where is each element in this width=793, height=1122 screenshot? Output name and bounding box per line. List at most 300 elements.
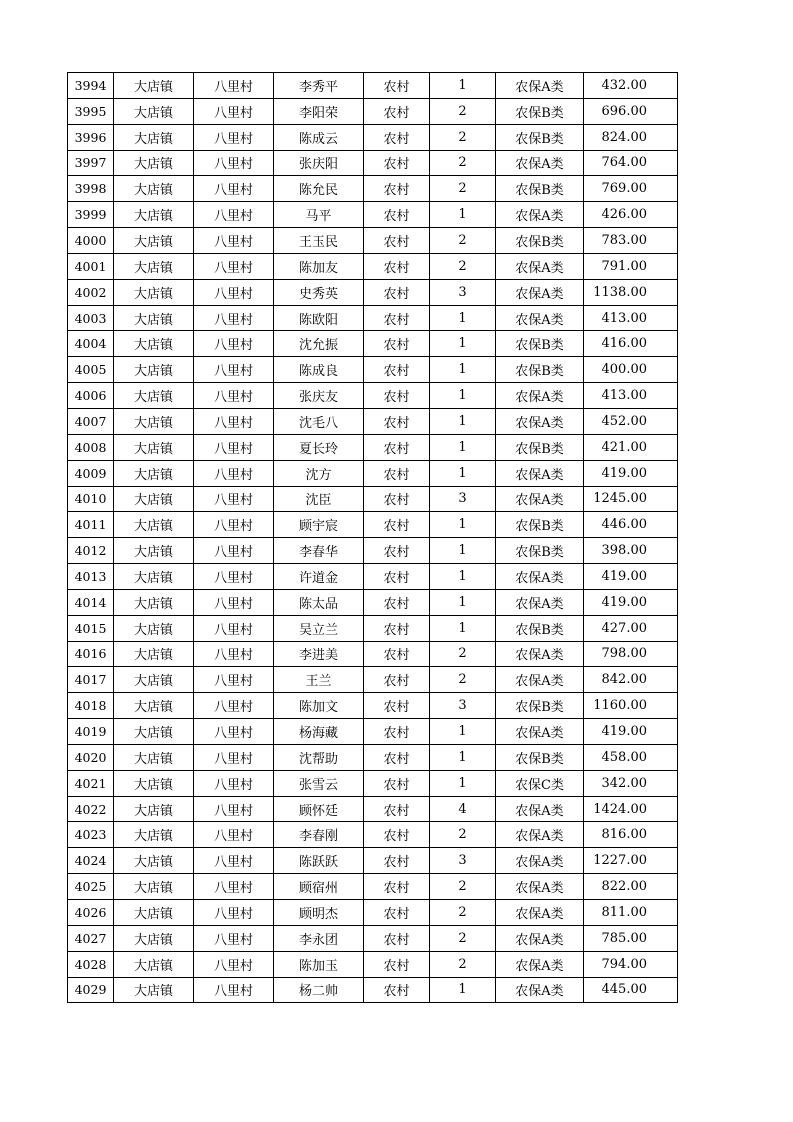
seq-cell: 4019 [68,719,114,745]
category-cell: 农保A类 [496,874,584,900]
town-cell: 大店镇 [114,693,194,719]
category-cell: 农保A类 [496,796,584,822]
amount-cell: 764.00 [584,150,678,176]
persons-cell: 2 [430,951,496,977]
village-cell: 八里村 [194,538,274,564]
town-cell: 大店镇 [114,460,194,486]
town-cell: 大店镇 [114,512,194,538]
table-row [68,176,678,202]
name-cell: 吴立兰 [274,615,364,641]
household-type-cell: 农村 [364,73,430,99]
category-cell: 农保B类 [496,744,584,770]
seq-cell: 4026 [68,900,114,926]
table-row [68,305,678,331]
household-type-cell: 农村 [364,202,430,228]
persons-cell: 1 [430,73,496,99]
town-cell: 大店镇 [114,486,194,512]
seq-cell: 3997 [68,150,114,176]
persons-cell: 1 [430,434,496,460]
village-cell: 八里村 [194,822,274,848]
persons-cell: 2 [430,667,496,693]
persons-cell: 2 [430,98,496,124]
household-type-cell: 农村 [364,564,430,590]
name-cell: 陈加玉 [274,951,364,977]
table-row [68,951,678,977]
name-cell: 马平 [274,202,364,228]
village-cell: 八里村 [194,176,274,202]
seq-cell: 4007 [68,408,114,434]
town-cell: 大店镇 [114,150,194,176]
household-type-cell: 农村 [364,228,430,254]
village-cell: 八里村 [194,383,274,409]
amount-cell: 342.00 [584,770,678,796]
name-cell: 杨海藏 [274,719,364,745]
name-cell: 张庆友 [274,383,364,409]
persons-cell: 2 [430,228,496,254]
household-type-cell: 农村 [364,719,430,745]
town-cell: 大店镇 [114,874,194,900]
town-cell: 大店镇 [114,176,194,202]
household-type-cell: 农村 [364,770,430,796]
category-cell: 农保A类 [496,383,584,409]
household-type-cell: 农村 [364,615,430,641]
household-type-cell: 农村 [364,434,430,460]
table-row [68,667,678,693]
household-type-cell: 农村 [364,900,430,926]
table-body [68,73,678,1003]
persons-cell: 1 [430,719,496,745]
amount-cell: 769.00 [584,176,678,202]
table-row [68,641,678,667]
persons-cell: 2 [430,822,496,848]
household-type-cell: 农村 [364,253,430,279]
village-cell: 八里村 [194,564,274,590]
village-cell: 八里村 [194,124,274,150]
seq-cell: 4024 [68,848,114,874]
town-cell: 大店镇 [114,383,194,409]
name-cell: 沈允振 [274,331,364,357]
household-type-cell: 农村 [364,150,430,176]
persons-cell: 1 [430,383,496,409]
name-cell: 王玉民 [274,228,364,254]
town-cell: 大店镇 [114,667,194,693]
town-cell: 大店镇 [114,228,194,254]
household-type-cell: 农村 [364,98,430,124]
table-row [68,589,678,615]
persons-cell: 1 [430,538,496,564]
household-type-cell: 农村 [364,667,430,693]
village-cell: 八里村 [194,900,274,926]
village-cell: 八里村 [194,331,274,357]
table-row [68,719,678,745]
seq-cell: 4009 [68,460,114,486]
household-type-cell: 农村 [364,512,430,538]
household-type-cell: 农村 [364,486,430,512]
category-cell: 农保B类 [496,176,584,202]
seq-cell: 4004 [68,331,114,357]
amount-cell: 1424.00 [584,796,678,822]
category-cell: 农保C类 [496,770,584,796]
town-cell: 大店镇 [114,408,194,434]
amount-cell: 426.00 [584,202,678,228]
household-type-cell: 农村 [364,408,430,434]
village-cell: 八里村 [194,98,274,124]
persons-cell: 4 [430,796,496,822]
town-cell: 大店镇 [114,253,194,279]
amount-cell: 696.00 [584,98,678,124]
seq-cell: 3994 [68,73,114,99]
name-cell: 陈加文 [274,693,364,719]
persons-cell: 2 [430,641,496,667]
town-cell: 大店镇 [114,744,194,770]
amount-cell: 427.00 [584,615,678,641]
seq-cell: 4003 [68,305,114,331]
category-cell: 农保A类 [496,202,584,228]
category-cell: 农保A类 [496,822,584,848]
seq-cell: 3999 [68,202,114,228]
household-type-cell: 农村 [364,383,430,409]
table-row [68,796,678,822]
seq-cell: 4015 [68,615,114,641]
name-cell: 陈太品 [274,589,364,615]
category-cell: 农保B类 [496,434,584,460]
table-row [68,693,678,719]
category-cell: 农保A类 [496,719,584,745]
persons-cell: 3 [430,279,496,305]
category-cell: 农保B类 [496,357,584,383]
category-cell: 农保B类 [496,512,584,538]
name-cell: 许道金 [274,564,364,590]
name-cell: 史秀英 [274,279,364,305]
village-cell: 八里村 [194,202,274,228]
name-cell: 陈跃跃 [274,848,364,874]
category-cell: 农保B类 [496,615,584,641]
village-cell: 八里村 [194,667,274,693]
seq-cell: 4006 [68,383,114,409]
name-cell: 沈帮助 [274,744,364,770]
amount-cell: 816.00 [584,822,678,848]
persons-cell: 2 [430,150,496,176]
seq-cell: 4017 [68,667,114,693]
name-cell: 陈成云 [274,124,364,150]
seq-cell: 3996 [68,124,114,150]
table-row [68,434,678,460]
seq-cell: 3995 [68,98,114,124]
village-cell: 八里村 [194,73,274,99]
village-cell: 八里村 [194,770,274,796]
household-type-cell: 农村 [364,176,430,202]
town-cell: 大店镇 [114,73,194,99]
household-type-cell: 农村 [364,693,430,719]
village-cell: 八里村 [194,641,274,667]
seq-cell: 4005 [68,357,114,383]
name-cell: 顾明杰 [274,900,364,926]
household-type-cell: 农村 [364,279,430,305]
amount-cell: 419.00 [584,719,678,745]
household-type-cell: 农村 [364,874,430,900]
category-cell: 农保B类 [496,228,584,254]
seq-cell: 4027 [68,925,114,951]
amount-cell: 446.00 [584,512,678,538]
category-cell: 农保B类 [496,98,584,124]
table-row [68,848,678,874]
category-cell: 农保B类 [496,331,584,357]
relief-roster-table [67,72,678,1003]
name-cell: 沈毛八 [274,408,364,434]
category-cell: 农保A类 [496,925,584,951]
seq-cell: 4028 [68,951,114,977]
town-cell: 大店镇 [114,951,194,977]
table-row [68,900,678,926]
table-row [68,202,678,228]
amount-cell: 798.00 [584,641,678,667]
town-cell: 大店镇 [114,641,194,667]
category-cell: 农保A类 [496,460,584,486]
town-cell: 大店镇 [114,331,194,357]
name-cell: 沈方 [274,460,364,486]
seq-cell: 4010 [68,486,114,512]
amount-cell: 1245.00 [584,486,678,512]
persons-cell: 1 [430,460,496,486]
amount-cell: 1227.00 [584,848,678,874]
household-type-cell: 农村 [364,744,430,770]
amount-cell: 445.00 [584,977,678,1003]
persons-cell: 1 [430,512,496,538]
village-cell: 八里村 [194,589,274,615]
seq-cell: 4011 [68,512,114,538]
persons-cell: 1 [430,357,496,383]
table-row [68,925,678,951]
town-cell: 大店镇 [114,925,194,951]
town-cell: 大店镇 [114,977,194,1003]
table-row [68,615,678,641]
household-type-cell: 农村 [364,124,430,150]
persons-cell: 2 [430,925,496,951]
amount-cell: 419.00 [584,460,678,486]
table-row [68,150,678,176]
category-cell: 农保B类 [496,124,584,150]
village-cell: 八里村 [194,744,274,770]
amount-cell: 1160.00 [584,693,678,719]
name-cell: 陈成良 [274,357,364,383]
category-cell: 农保A类 [496,900,584,926]
village-cell: 八里村 [194,977,274,1003]
seq-cell: 4001 [68,253,114,279]
amount-cell: 398.00 [584,538,678,564]
household-type-cell: 农村 [364,848,430,874]
category-cell: 农保B类 [496,538,584,564]
seq-cell: 4002 [68,279,114,305]
category-cell: 农保A类 [496,408,584,434]
seq-cell: 4014 [68,589,114,615]
persons-cell: 1 [430,589,496,615]
town-cell: 大店镇 [114,900,194,926]
table-row [68,744,678,770]
name-cell: 杨二帅 [274,977,364,1003]
name-cell: 李春华 [274,538,364,564]
town-cell: 大店镇 [114,279,194,305]
amount-cell: 785.00 [584,925,678,951]
amount-cell: 400.00 [584,357,678,383]
village-cell: 八里村 [194,615,274,641]
table-row [68,512,678,538]
village-cell: 八里村 [194,279,274,305]
table-row [68,279,678,305]
seq-cell: 3998 [68,176,114,202]
seq-cell: 4013 [68,564,114,590]
category-cell: 农保A类 [496,279,584,305]
town-cell: 大店镇 [114,538,194,564]
table-row [68,383,678,409]
village-cell: 八里村 [194,719,274,745]
village-cell: 八里村 [194,848,274,874]
seq-cell: 4029 [68,977,114,1003]
persons-cell: 1 [430,744,496,770]
table-row [68,977,678,1003]
village-cell: 八里村 [194,951,274,977]
amount-cell: 822.00 [584,874,678,900]
table-row [68,460,678,486]
persons-cell: 3 [430,486,496,512]
amount-cell: 458.00 [584,744,678,770]
name-cell: 李进美 [274,641,364,667]
name-cell: 沈臣 [274,486,364,512]
table-row [68,822,678,848]
seq-cell: 4023 [68,822,114,848]
amount-cell: 416.00 [584,331,678,357]
amount-cell: 452.00 [584,408,678,434]
persons-cell: 1 [430,202,496,228]
name-cell: 顾宿州 [274,874,364,900]
table-row [68,73,678,99]
town-cell: 大店镇 [114,98,194,124]
seq-cell: 4012 [68,538,114,564]
category-cell: 农保B类 [496,693,584,719]
town-cell: 大店镇 [114,434,194,460]
persons-cell: 1 [430,770,496,796]
name-cell: 夏长玲 [274,434,364,460]
name-cell: 李阳荣 [274,98,364,124]
seq-cell: 4018 [68,693,114,719]
town-cell: 大店镇 [114,770,194,796]
household-type-cell: 农村 [364,977,430,1003]
amount-cell: 794.00 [584,951,678,977]
town-cell: 大店镇 [114,357,194,383]
name-cell: 陈加友 [274,253,364,279]
amount-cell: 413.00 [584,305,678,331]
persons-cell: 3 [430,848,496,874]
persons-cell: 2 [430,900,496,926]
village-cell: 八里村 [194,693,274,719]
town-cell: 大店镇 [114,124,194,150]
town-cell: 大店镇 [114,305,194,331]
table-row [68,408,678,434]
household-type-cell: 农村 [364,331,430,357]
persons-cell: 2 [430,176,496,202]
village-cell: 八里村 [194,434,274,460]
amount-cell: 842.00 [584,667,678,693]
amount-cell: 413.00 [584,383,678,409]
town-cell: 大店镇 [114,796,194,822]
name-cell: 张庆阳 [274,150,364,176]
village-cell: 八里村 [194,874,274,900]
table-row [68,874,678,900]
household-type-cell: 农村 [364,305,430,331]
amount-cell: 421.00 [584,434,678,460]
persons-cell: 1 [430,977,496,1003]
town-cell: 大店镇 [114,589,194,615]
town-cell: 大店镇 [114,719,194,745]
household-type-cell: 农村 [364,641,430,667]
household-type-cell: 农村 [364,538,430,564]
village-cell: 八里村 [194,305,274,331]
town-cell: 大店镇 [114,202,194,228]
amount-cell: 432.00 [584,73,678,99]
village-cell: 八里村 [194,486,274,512]
table-row [68,564,678,590]
village-cell: 八里村 [194,460,274,486]
category-cell: 农保A类 [496,305,584,331]
name-cell: 李秀平 [274,73,364,99]
village-cell: 八里村 [194,228,274,254]
category-cell: 农保A类 [496,73,584,99]
amount-cell: 791.00 [584,253,678,279]
persons-cell: 2 [430,874,496,900]
category-cell: 农保A类 [496,253,584,279]
name-cell: 陈欧阳 [274,305,364,331]
category-cell: 农保A类 [496,589,584,615]
village-cell: 八里村 [194,925,274,951]
name-cell: 李春刚 [274,822,364,848]
category-cell: 农保A类 [496,486,584,512]
category-cell: 农保A类 [496,951,584,977]
amount-cell: 419.00 [584,589,678,615]
category-cell: 农保A类 [496,150,584,176]
amount-cell: 1138.00 [584,279,678,305]
category-cell: 农保A类 [496,977,584,1003]
household-type-cell: 农村 [364,357,430,383]
village-cell: 八里村 [194,253,274,279]
household-type-cell: 农村 [364,925,430,951]
town-cell: 大店镇 [114,564,194,590]
amount-cell: 419.00 [584,564,678,590]
seq-cell: 4025 [68,874,114,900]
village-cell: 八里村 [194,150,274,176]
name-cell: 陈允民 [274,176,364,202]
table-row [68,538,678,564]
name-cell: 顾宇宸 [274,512,364,538]
household-type-cell: 农村 [364,589,430,615]
category-cell: 农保A类 [496,667,584,693]
village-cell: 八里村 [194,796,274,822]
table-row [68,357,678,383]
name-cell: 顾怀廷 [274,796,364,822]
household-type-cell: 农村 [364,822,430,848]
category-cell: 农保A类 [496,564,584,590]
name-cell: 张雪云 [274,770,364,796]
table-row [68,331,678,357]
category-cell: 农保A类 [496,848,584,874]
household-type-cell: 农村 [364,951,430,977]
table-row [68,253,678,279]
name-cell: 王兰 [274,667,364,693]
table-row [68,770,678,796]
seq-cell: 4000 [68,228,114,254]
persons-cell: 2 [430,253,496,279]
amount-cell: 824.00 [584,124,678,150]
persons-cell: 2 [430,124,496,150]
persons-cell: 3 [430,693,496,719]
